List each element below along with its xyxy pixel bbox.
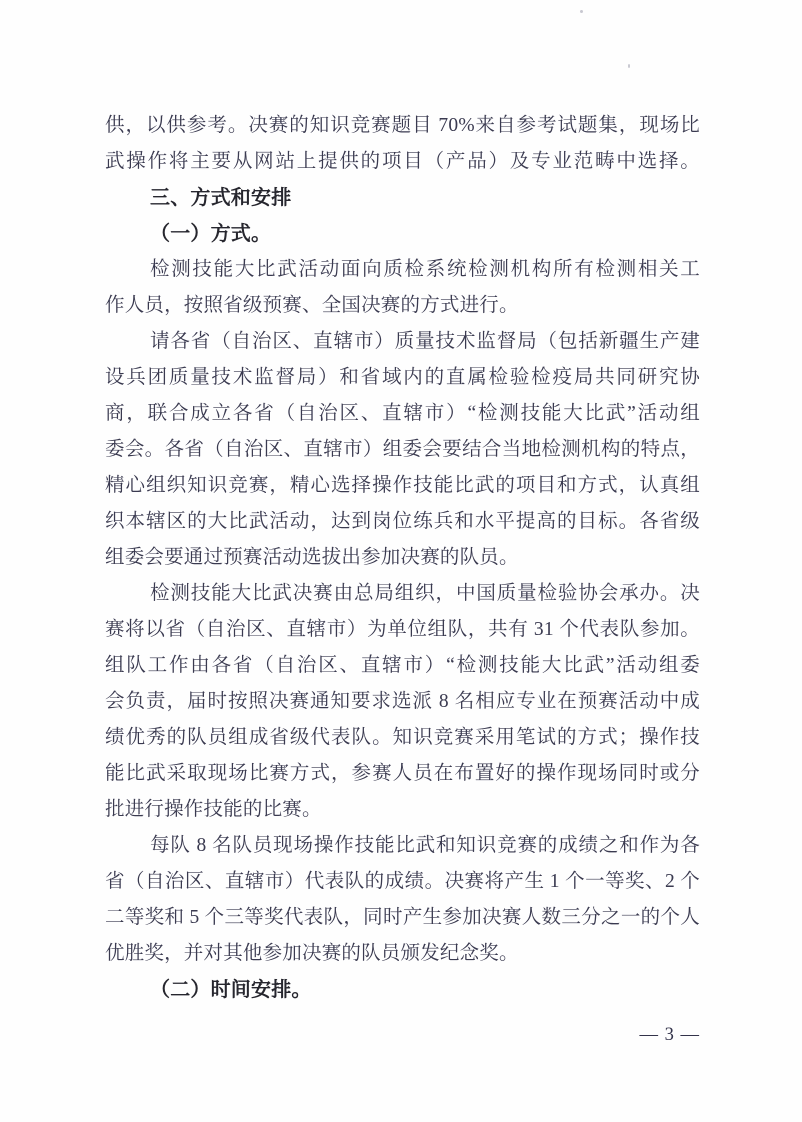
text-line: 省（自治区、直辖市）代表队的成绩。决赛将产生 1 个一等奖、2 个 (105, 871, 700, 892)
text-line: 优胜奖，并对其他参加决赛的队员颁发纪念奖。 (105, 943, 519, 964)
scan-speck (628, 64, 630, 68)
scan-speck (580, 10, 583, 13)
heading-line: （一）方式。 (150, 223, 272, 245)
text-line: 委会。各省（自治区、直辖市）组委会要结合当地检测机构的特点， (105, 439, 700, 460)
text-line: 每队 8 名队员现场操作技能比武和知识竞赛的成绩之和作为各 (150, 835, 700, 856)
text-line: 绩优秀的队员组成省级代表队。知识竞赛采用笔试的方式；操作技 (105, 727, 700, 748)
text-line: 组队工作由各省（自治区、直辖市）“检测技能大比武”活动组委 (105, 655, 700, 676)
text-line: 请各省（自治区、直辖市）质量技术监督局（包括新疆生产建 (150, 331, 700, 352)
heading-line: （二）时间安排。 (150, 979, 312, 1001)
text-line: 批进行操作技能的比赛。 (105, 799, 322, 820)
text-line: 组委会要通过预赛活动选拔出参加决赛的队员。 (105, 547, 519, 568)
text-line: 设兵团质量技术监督局）和省域内的直属检验检疫局共同研究协 (105, 367, 700, 388)
text-line: 商，联合成立各省（自治区、直辖市）“检测技能大比武”活动组 (105, 403, 700, 424)
page-number: — 3 — (639, 1025, 700, 1045)
text-line: 作人员，按照省级预赛、全国决赛的方式进行。 (105, 295, 519, 316)
text-line: 武操作将主要从网站上提供的项目（产品）及专业范畴中选择。 (105, 151, 700, 172)
text-line: 检测技能大比武决赛由总局组织，中国质量检验协会承办。决 (150, 583, 700, 604)
text-line: 赛将以省（自治区、直辖市）为单位组队，共有 31 个代表队参加。 (105, 619, 700, 640)
text-line: 织本辖区的大比武活动，达到岗位练兵和水平提高的目标。各省级 (105, 511, 700, 532)
text-line: 检测技能大比武活动面向质检系统检测机构所有检测相关工 (150, 259, 700, 280)
text-line: 能比武采取现场比赛方式，参赛人员在布置好的操作现场同时或分 (105, 763, 700, 784)
text-line: 供，以供参考。决赛的知识竞赛题目 70%来自参考试题集，现场比 (105, 115, 700, 136)
document-body (105, 108, 700, 1008)
text-line: 精心组织知识竞赛，精心选择操作技能比武的项目和方式，认真组 (105, 475, 700, 496)
text-line: 会负责，届时按照决赛通知要求选派 8 名相应专业在预赛活动中成 (105, 691, 700, 712)
heading-line: 三、方式和安排 (150, 187, 292, 209)
text-line: 二等奖和 5 个三等奖代表队，同时产生参加决赛人数三分之一的个人 (105, 907, 700, 928)
